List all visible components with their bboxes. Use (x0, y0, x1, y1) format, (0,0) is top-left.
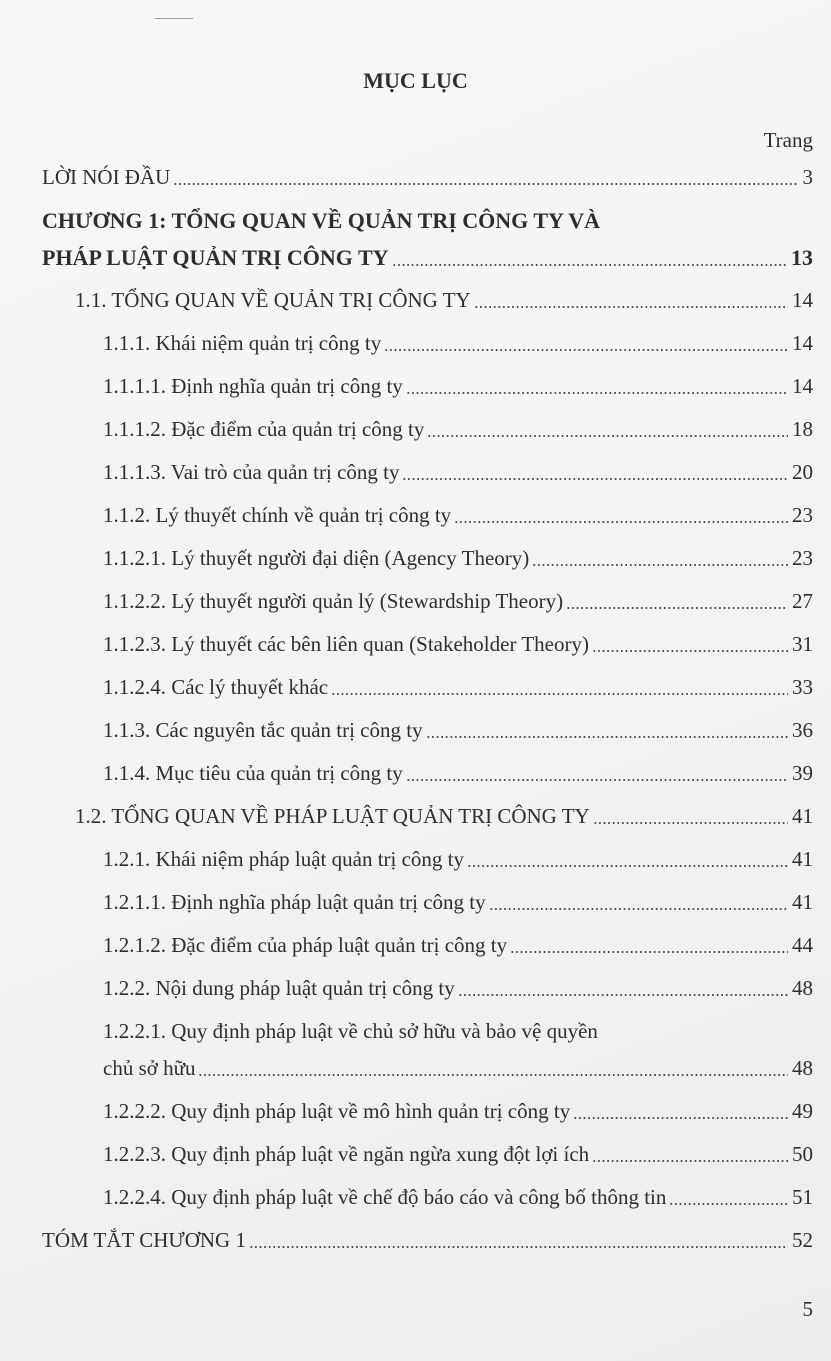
toc-entry-title-line1: CHƯƠNG 1: TỔNG QUAN VỀ QUẢN TRỊ CÔNG TY VÀ (42, 208, 601, 233)
toc-entry-title: chủ sở hữu (103, 1056, 196, 1080)
toc-entry-line (103, 752, 813, 795)
toc-entry (0, 666, 831, 709)
dot-leader (249, 1228, 788, 1249)
toc-entry-line (103, 580, 813, 623)
toc-entry-page: 51 (792, 1185, 813, 1209)
toc-entry (0, 1219, 831, 1262)
page-column-header: Trang (763, 128, 813, 152)
dot-leader (454, 503, 788, 524)
toc-entry-line (103, 967, 813, 1010)
dot-leader (566, 589, 788, 610)
toc-entry (0, 1090, 831, 1133)
toc-entry-title: 1.2.2.4. Quy định pháp luật về chế độ báo cáo và công bố thông tin (103, 1185, 667, 1209)
toc-entry-page: 33 (792, 675, 813, 699)
toc-entry-line (103, 838, 813, 881)
toc-entry-title: 1.1.1. Khái niệm quản trị công ty (103, 331, 382, 355)
toc-entry-title: 1.2.2. Nội dung pháp luật quản trị công ty (103, 976, 455, 1000)
toc-entry-page: 14 (792, 331, 813, 355)
dot-leader (331, 675, 788, 696)
toc-entry (0, 881, 831, 924)
dot-leader (458, 976, 788, 997)
dot-leader (392, 245, 787, 267)
toc-entry-title: 1.1.4. Mục tiêu của quản trị công ty (103, 761, 403, 785)
toc-entry (0, 709, 831, 752)
dot-leader (669, 1185, 788, 1206)
toc-entry-page: 44 (792, 933, 813, 957)
page-title: MỤC LỤC (363, 68, 468, 93)
dot-leader (592, 1142, 788, 1163)
toc-entry (0, 279, 831, 322)
toc-entry (0, 1010, 831, 1090)
toc-entry-page: 50 (792, 1142, 813, 1166)
toc-entry-line (42, 156, 813, 199)
toc-entry-page: 14 (792, 288, 813, 312)
toc-entry-line (103, 924, 813, 967)
dot-leader (592, 632, 788, 653)
toc-entry (0, 580, 831, 623)
toc-entry (0, 322, 831, 365)
toc-entry-line (103, 1047, 813, 1090)
toc-entry-page: 20 (792, 460, 813, 484)
toc-entry-page: 41 (792, 804, 813, 828)
toc-entry-title: 1.2. TỔNG QUAN VỀ PHÁP LUẬT QUẢN TRỊ CÔNG TY (75, 804, 590, 828)
toc-entry (0, 408, 831, 451)
toc-entry (0, 795, 831, 838)
dot-leader (532, 546, 788, 567)
toc-entry-title: 1.1.2.1. Lý thuyết người đại diện (Agency Theory) (103, 546, 530, 570)
toc-entry (0, 967, 831, 1010)
dot-leader (427, 417, 788, 438)
toc-entry-page: 23 (792, 546, 813, 570)
toc-entry (0, 494, 831, 537)
toc-entry-title: 1.2.2.3. Quy định pháp luật về ngăn ngừa xung đột lợi ích (103, 1142, 590, 1166)
toc-entry-page: 52 (792, 1228, 813, 1252)
toc-entry (0, 1176, 831, 1219)
toc-entry-title: 1.1.1.1. Định nghĩa quản trị công ty (103, 374, 403, 398)
dot-leader (406, 761, 788, 782)
table-of-contents (0, 156, 831, 1262)
toc-entry-line (103, 494, 813, 537)
dot-leader (489, 890, 788, 911)
toc-entry-line (103, 623, 813, 666)
toc-entry-title: 1.2.1.2. Đặc điểm của pháp luật quản trị công ty (103, 933, 508, 957)
toc-entry-line (103, 1176, 813, 1219)
toc-entry (0, 537, 831, 580)
toc-entry-title: LỜI NÓI ĐẦU (42, 165, 171, 189)
toc-entry-title: 1.1.2. Lý thuyết chính về quản trị công ty (103, 503, 452, 527)
toc-entry-title: 1.2.1.1. Định nghĩa pháp luật quản trị công ty (103, 890, 486, 914)
dot-leader (510, 933, 788, 954)
toc-entry-title: 1.1.2.2. Lý thuyết người quản lý (Stewardship Theory) (103, 589, 564, 613)
toc-entry-line (42, 1219, 813, 1262)
toc-entry-line (103, 666, 813, 709)
toc-entry-line (103, 365, 813, 408)
toc-entry (0, 752, 831, 795)
toc-entry-title: 1.1.2.3. Lý thuyết các bên liên quan (Stakeholder Theory) (103, 632, 589, 656)
toc-entry-title: 1.1. TỔNG QUAN VỀ QUẢN TRỊ CÔNG TY (75, 288, 471, 312)
toc-entry-page: 48 (792, 1056, 813, 1080)
toc-entry (0, 924, 831, 967)
dot-leader (198, 1056, 788, 1077)
toc-entry-page: 13 (791, 245, 813, 270)
toc-entry-title: 1.1.1.3. Vai trò của quản trị công ty (103, 460, 400, 484)
toc-entry-title: 1.1.3. Các nguyên tắc quản trị công ty (103, 718, 423, 742)
toc-entry-line (103, 1090, 813, 1133)
toc-entry-page: 36 (792, 718, 813, 742)
toc-entry-page: 39 (792, 761, 813, 785)
toc-entry-line (103, 1133, 813, 1176)
toc-entry-page: 31 (792, 632, 813, 656)
toc-entry-title: 1.2.1. Khái niệm pháp luật quản trị công ty (103, 847, 465, 871)
toc-entry-title: 1.1.1.2. Đặc điểm của quản trị công ty (103, 417, 425, 441)
toc-entry-line (103, 408, 813, 451)
dot-leader (173, 165, 798, 186)
toc-entry-line (75, 279, 813, 322)
dot-leader (402, 460, 788, 481)
toc-entry-line (103, 322, 813, 365)
toc-entry-page: 14 (792, 374, 813, 398)
toc-entry-page: 23 (792, 503, 813, 527)
toc-entry-title: 1.1.2.4. Các lý thuyết khác (103, 675, 329, 699)
toc-entry-title: PHÁP LUẬT QUẢN TRỊ CÔNG TY (42, 245, 389, 270)
toc-entry (0, 1133, 831, 1176)
toc-entry-line (103, 451, 813, 494)
toc-entry-line (103, 709, 813, 752)
toc-entry (0, 199, 831, 279)
toc-entry (0, 365, 831, 408)
page-number: 5 (802, 1297, 813, 1321)
toc-entry (0, 156, 831, 199)
scan-artifact-line (155, 18, 193, 19)
toc-entry-page: 41 (792, 847, 813, 871)
toc-entry (0, 838, 831, 881)
dot-leader (474, 288, 788, 309)
toc-entry-title: TÓM TẮT CHƯƠNG 1 (42, 1228, 246, 1252)
toc-entry-line (103, 881, 813, 924)
toc-entry-page: 41 (792, 890, 813, 914)
dot-leader (467, 847, 788, 868)
toc-entry-page: 49 (792, 1099, 813, 1123)
toc-entry-page: 27 (792, 589, 813, 613)
toc-entry-line (42, 236, 813, 279)
toc-entry (0, 451, 831, 494)
toc-entry-title-line1: 1.2.2.1. Quy định pháp luật về chủ sở hữu và bảo vệ quyền (103, 1019, 598, 1043)
dot-leader (384, 331, 788, 352)
toc-entry-page: 48 (792, 976, 813, 1000)
toc-entry-line (103, 537, 813, 580)
dot-leader (593, 804, 788, 825)
toc-entry-page: 3 (802, 165, 813, 189)
dot-leader (426, 718, 788, 739)
toc-entry (0, 623, 831, 666)
toc-entry-line (75, 795, 813, 838)
toc-entry-title: 1.2.2.2. Quy định pháp luật về mô hình quản trị công ty (103, 1099, 571, 1123)
dot-leader (573, 1099, 788, 1120)
dot-leader (406, 374, 788, 395)
toc-entry-page: 18 (792, 417, 813, 441)
